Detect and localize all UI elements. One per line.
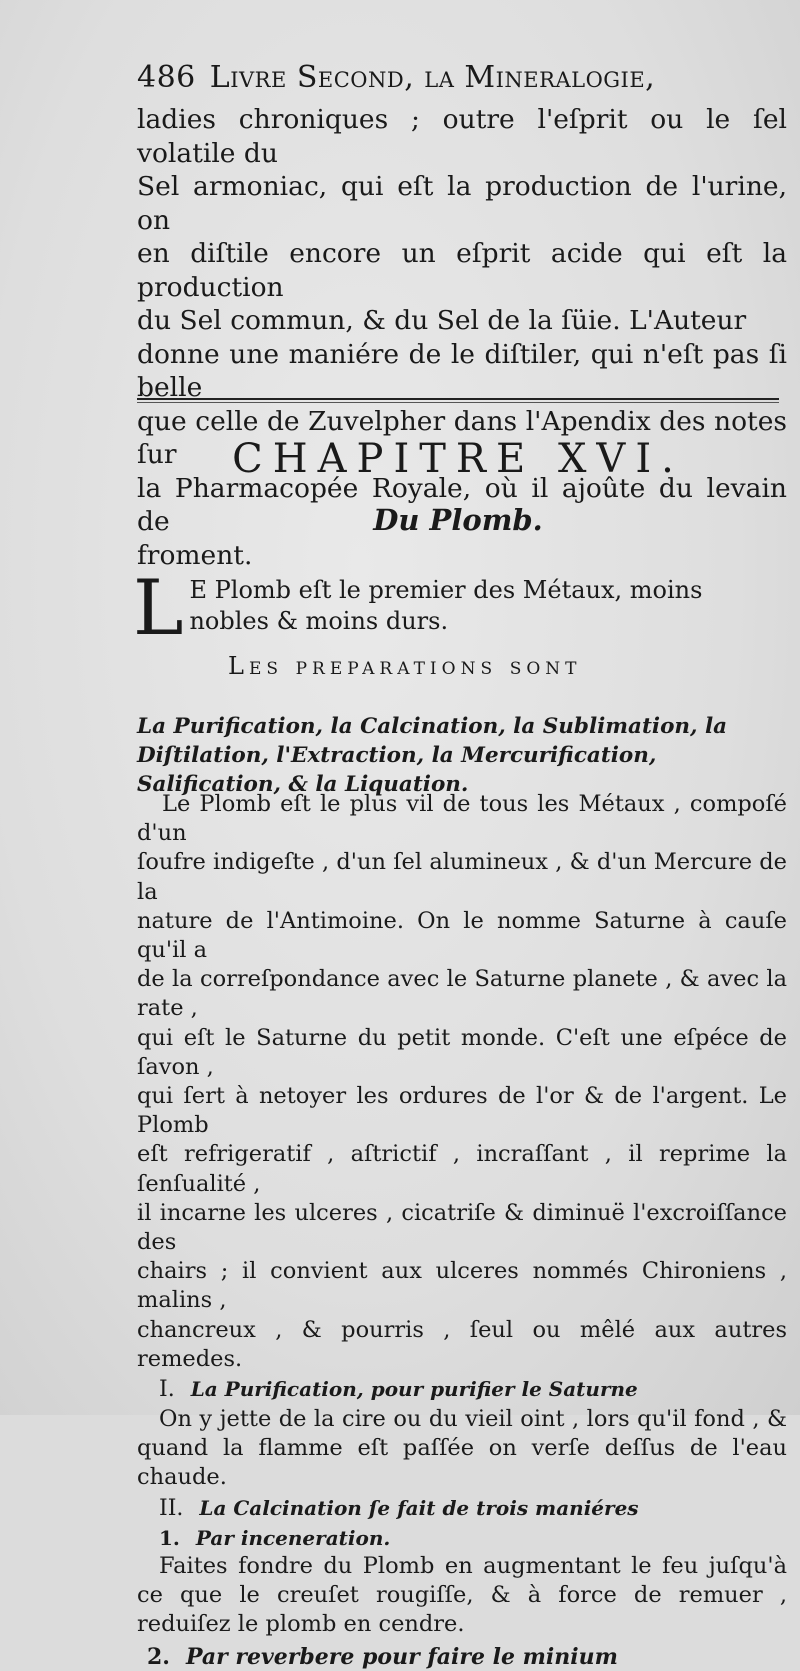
opening-paragraph <box>133 563 787 652</box>
subsection-title: Par inceneration. <box>195 1525 391 1550</box>
opening-text: E Plomb eſt le premier des Métaux, moins nobles & moins durs. <box>189 576 703 635</box>
text-line: en diſtile encore un eſprit acide qui eſt la production <box>137 238 787 303</box>
subsection-number: 1. <box>159 1525 180 1550</box>
running-head <box>137 60 787 95</box>
chapter-heading: CHAPITRE XVI. <box>232 436 684 482</box>
subsection-number: 2. <box>147 1644 170 1671</box>
drop-cap: L <box>133 563 184 652</box>
text-line: Le Plomb eſt le plus vil de tous les Métaux , compoſé d'un <box>137 791 787 847</box>
intro-paragraph <box>137 103 787 572</box>
text-line: de la correſpondance avec le Saturne planete , & avec la rate , <box>137 966 787 1022</box>
section-2-heading <box>159 1493 787 1524</box>
text-line: chancreux , & pourris , ſeul ou mêlé aux autres remedes. <box>137 1316 787 1372</box>
description-paragraph <box>137 790 787 1374</box>
section-1-heading <box>159 1374 787 1405</box>
preparations-list: La Purification, la Calcination, la Sublimation, la Diſtilation, l'Extraction, la Mercurification, Salification, & la Liquation. <box>137 714 728 797</box>
section-1-text: On y jette de la cire ou du vieil oint , lors qu'il fond , & quand la flamme eſt paſſée on verſe deſſus de l'eau chaude. <box>137 1406 787 1491</box>
text-line: donne une maniére de le diſtiler, qui n'eſt pas ſi belle <box>137 338 787 403</box>
section-divider <box>137 398 779 403</box>
preparations-heading: Les preparations sont <box>228 652 582 680</box>
text-line: froment. <box>137 539 253 571</box>
running-title: Livre Second, la Mineralogie, <box>209 60 656 95</box>
section-title: La Calcination ſe fait de trois maniéres <box>199 1495 639 1520</box>
text-line: que celle de Zuvelpher dans l'Apendix des notes ſur <box>137 405 787 470</box>
text-line: nature de l'Antimoine. On le nomme Saturne à cauſe qu'il a <box>137 907 787 964</box>
subsection-1-text: Faites fondre du Plomb en augmentant le feu juſqu'à ce que le creuſet rougiſſe, & à force de remuer , reduiſez le plomb en cendre. <box>137 1552 787 1638</box>
section-number: II. <box>159 1495 184 1521</box>
text-line: ladies chroniques ; outre l'eſprit ou le ſel volatile du <box>137 104 787 169</box>
text-line: Sel armoniac, qui eſt la production de l'urine, on <box>137 171 787 236</box>
subsection-title: Par reverbere pour faire le minium <box>185 1644 618 1671</box>
subsection-1-heading <box>159 1524 787 1552</box>
subsection-2-heading <box>147 1643 787 1671</box>
text-line: qui ſert à netoyer les ordures de l'or & de l'argent. Le Plomb <box>137 1083 787 1139</box>
section-number: I. <box>159 1377 175 1403</box>
main-body <box>137 790 787 1671</box>
section-title: La Purification, pour purifier le Saturne <box>190 1377 638 1402</box>
chapter-subtitle: Du Plomb. <box>373 503 543 537</box>
text-line: ſoufre indigeſte , d'un ſel alumineux , & d'un Mercure de la <box>137 849 787 905</box>
text-line: qui eſt le Saturne du petit monde. C'eſt une eſpéce de ſavon , <box>137 1024 787 1080</box>
text-line: eſt refrigeratif , aſtrictif , incraſſant , il reprime la ſenſualité , <box>137 1141 787 1197</box>
text-line: du Sel commun, & du Sel de la ſüie. L'Auteur <box>137 305 747 336</box>
text-line: chairs ; il convient aux ulceres nommés Chironiens , malins , <box>137 1258 787 1314</box>
page-number: 486 <box>137 60 196 95</box>
text-line: il incarne les ulceres , cicatriſe & diminuë l'excroiſſance des <box>137 1199 787 1256</box>
text-line: la Pharmacopée Royale, où il ajoûte du levain de <box>137 472 787 537</box>
